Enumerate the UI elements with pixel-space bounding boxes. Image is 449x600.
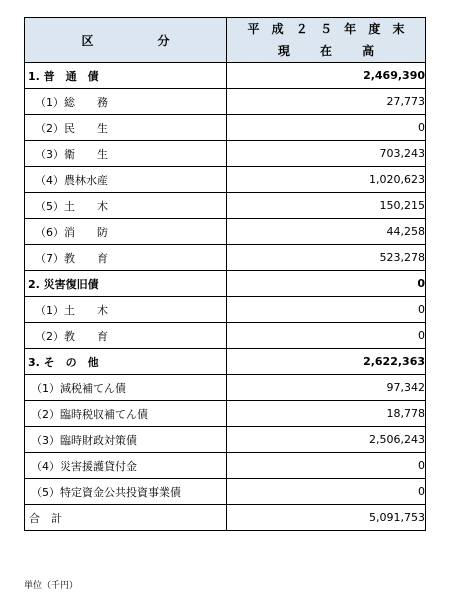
row-value: 5,091,753 bbox=[227, 505, 426, 531]
row-label: （4）災害援護貸付金 bbox=[25, 453, 227, 479]
table-row bbox=[25, 141, 426, 167]
row-value: 0 bbox=[227, 115, 426, 141]
row-label: （1）減税補てん債 bbox=[25, 375, 227, 401]
table-row bbox=[25, 349, 426, 375]
table-row bbox=[25, 375, 426, 401]
row-label: 1. 普 通 債 bbox=[25, 63, 227, 89]
row-value: 0 bbox=[227, 453, 426, 479]
row-label: 2. 災害復旧債 bbox=[25, 271, 227, 297]
table-row bbox=[25, 297, 426, 323]
row-value: 2,506,243 bbox=[227, 427, 426, 453]
category-header bbox=[25, 18, 227, 63]
row-label: （5）特定資金公共投資事業債 bbox=[25, 479, 227, 505]
table-row bbox=[25, 193, 426, 219]
table-row bbox=[25, 401, 426, 427]
table-row bbox=[25, 63, 426, 89]
table-header-row bbox=[25, 18, 426, 63]
row-value: 97,342 bbox=[227, 375, 426, 401]
row-value: 0 bbox=[227, 297, 426, 323]
table-row bbox=[25, 505, 426, 531]
table-body bbox=[25, 63, 426, 531]
row-label: （6）消 防 bbox=[25, 219, 227, 245]
row-label: 3. そ の 他 bbox=[25, 349, 227, 375]
table-row bbox=[25, 271, 426, 297]
row-label: （3）臨時財政対策債 bbox=[25, 427, 227, 453]
row-value: 2,469,390 bbox=[227, 63, 426, 89]
table-row bbox=[25, 245, 426, 271]
table-row bbox=[25, 115, 426, 141]
category-header-label: 区 分 bbox=[81, 33, 196, 48]
table-row bbox=[25, 479, 426, 505]
row-value: 0 bbox=[227, 271, 426, 297]
row-label: （3）衛 生 bbox=[25, 141, 227, 167]
row-label: （2）教 育 bbox=[25, 323, 227, 349]
row-value: 703,243 bbox=[227, 141, 426, 167]
table-row bbox=[25, 167, 426, 193]
table-row bbox=[25, 323, 426, 349]
table-row bbox=[25, 453, 426, 479]
row-value: 0 bbox=[227, 479, 426, 505]
row-label: （1）総 務 bbox=[25, 89, 227, 115]
table-row bbox=[25, 89, 426, 115]
row-value: 27,773 bbox=[227, 89, 426, 115]
row-value: 44,258 bbox=[227, 219, 426, 245]
row-value: 2,622,363 bbox=[227, 349, 426, 375]
row-label: （2）臨時税収補てん債 bbox=[25, 401, 227, 427]
row-value: 0 bbox=[227, 323, 426, 349]
unit-footnote: 単位（千円） bbox=[24, 581, 79, 591]
row-value: 150,215 bbox=[227, 193, 426, 219]
row-value: 1,020,623 bbox=[227, 167, 426, 193]
row-label: （4）農林水産 bbox=[25, 167, 227, 193]
table-row bbox=[25, 427, 426, 453]
table-row bbox=[25, 219, 426, 245]
row-label: （2）民 生 bbox=[25, 115, 227, 141]
row-value: 18,778 bbox=[227, 401, 426, 427]
row-value: 523,278 bbox=[227, 245, 426, 271]
debt-balance-table bbox=[24, 17, 426, 531]
amount-header-line1: 平 成 ２ ５ 年 度 末 bbox=[247, 22, 405, 36]
row-label: （1）土 木 bbox=[25, 297, 227, 323]
amount-header bbox=[227, 18, 426, 63]
amount-header-line2: 現 在 高 bbox=[277, 44, 375, 58]
row-label: （5）土 木 bbox=[25, 193, 227, 219]
row-label: 合 計 bbox=[25, 505, 227, 531]
row-label: （7）教 育 bbox=[25, 245, 227, 271]
